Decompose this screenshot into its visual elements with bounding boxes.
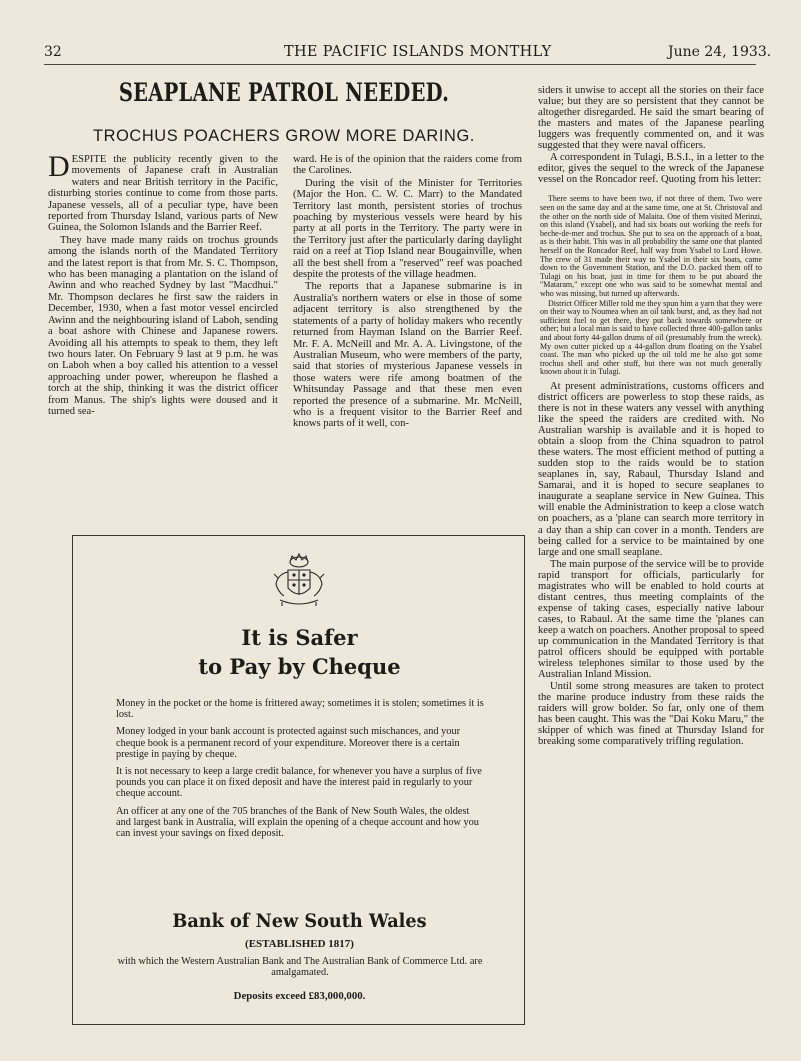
letter-paragraph: There seems to have been two, if not three of them. Two were seen on the same day and at the same time, one at St. Christoval and the other on the north side of Malaita. One of them visited Merinzi, on this island (Ysabel), and had six boats out working the reefs for beche-de-mer and trochus. She put to sea on the approach of a boat, as is their habit. This was in all probability the same one that planted herself on the Roncador Reef, half way from Ysabel to Lord Howe. The crew of 31 made their way to Ysabel in their six boats, came down to the Government Station, and the D.O. packed them off to Tulagi on his boat, just in time for them to be put aboard the "Mataram," except one who was said to be somewhat mental and who was missing, but turned up afterwards.	[540, 194, 762, 298]
deposits-note: Deposits exceed £83,000,000.	[233, 990, 366, 1002]
established-note: (ESTABLISHED 1817)	[245, 938, 354, 950]
ad-paragraph: It is not necessary to keep a large credit balance, for whenever you have a surplus of five pounds you can place it on fixed deposit and have the interest paid in regularly to your cheque account.	[116, 766, 482, 800]
bank-advertisement	[72, 535, 525, 1025]
ad-paragraph: Money lodged in your bank account is protected against such mischances, and your cheque book is a permanent record of your expenditure. Moreover there is a certain prestige in paying by cheque.	[116, 726, 460, 760]
page-number: 32	[44, 44, 62, 60]
ad-headline-line-1: It is Safer	[241, 625, 358, 650]
article-paragraph: The main purpose of the service will be to provide rapid transport for officials, particularly for magistrates who will be enabled to hold courts at distant centres, thus meeting complaints of the expense of taking cases, especially native labour cases, to Rabaul. At the same time the 'planes can keep a watch on poachers. Another proposal to speed up communication in the Mandated Territory is that patrol officers should be equipped with portable wireless telephones similar to those used by the Australian Inland Mission.	[538, 558, 764, 681]
article-paragraph: The reports that a Japanese submarine is in Australia's northern waters or else in those of some adjacent territory is also strengthened by the statements of a party of holiday makers who recently returned from Hayman Island on the Barrier Reef. Mr. F. A. McNeill and Mr. A. A. Livingstone, of the Australian Museum, who were members of the party, said that stories of mysterious Japanese vessels in those waters were rife among boatmen of the Whitsunday Passage and that these men even reported the presence of a submarine. Mr. McNeill, who is a frequent visitor to the Barrier Reef and knows parts of it well, con-	[293, 281, 522, 430]
article-paragraph: They have made many raids on trochus grounds among the islands north of the Mandated Territory and the latest report is that from Mr. S. C. Thompson, who has been managing a plantation on the island of Awinn and who reached Sydney by last "Macdhui." Mr. Thompson declares he first saw the raiders in December, 1930, when a fast motor vessel encircled Awinn and the neighbouring island of Laboh, sending a boat ashore with Chinese and Japanese rowers. Avoiding all his attempts to speak to them, they left two hours later. On February 9 last at 9 p.m. he was on Laboh when a boy called his attention to a vessel approaching under power, whereupon he flashed a torch at the ship, thinking it was the district officer from Manus. The ship's lights were doused and it turned sea-	[48, 234, 278, 417]
header-rule	[44, 64, 756, 65]
article-paragraph: DESPITE the publicity recently given to the movements of Japanese craft in Australian waters and near British territory in the Pacific, disturbing stories continue to come from those parts. Japanese vessels, all of a peculiar type, have been reported from Thursday Island, various parts of New Guinea, the Solomon Islands and the Barrier Reef.	[48, 150, 278, 234]
publication-title: THE PACIFIC ISLANDS MONTHLY	[284, 44, 552, 60]
letter-paragraph: District Officer Miller told me they spun him a yarn that they were on their way to Noumea when an oil tank burst, and, as they had not sufficient fuel to get there, they put back towards somewhere or other; but a local man is said to have collected three 400-gallon tanks and about forty 44-gallon drums of oil (presumably from the wreck). My own cutter picked up a 44-gallon drum floating on the Ysabel coast. The man who picked up the oil told me he also got some trochus shell and other stuff, but there was not much generally known about it in Tulagi.	[540, 298, 762, 377]
bank-name: Bank of New South Wales	[172, 910, 427, 932]
article-paragraph: Until some strong measures are taken to protect the marine produce industry from these raids the raiders will grow bolder. So far, only one of them has been caught. This was the "Dai Koku Maru," the skipper of which was fined at Thursday Island for breaking some comparatively trifling regulation.	[538, 681, 764, 748]
affiliation-note: with which the Western Australian Bank and The Australian Bank of Commerce Ltd. are amalgamated.	[117, 956, 483, 979]
quoted-letter	[538, 195, 764, 376]
article-paragraph: ward. He is of the opinion that the raiders come from the Carolines.	[293, 154, 522, 177]
sub-headline: TROCHUS POACHERS GROW MORE DARING.	[93, 127, 475, 145]
ad-body	[116, 698, 486, 845]
article-paragraph: siders it unwise to accept all the stories on their face value; but they are so persistent that they cannot be altogether disregarded. He said the smart bearing of the masters and mates of the Japanese pearling luggers was frequently commented on, and it was suggested that they were naval officers.	[538, 85, 764, 152]
article-paragraph: During the visit of the Minister for Territories (Major the Hon. C. W. C. Marr) to the Mandated Territory last month, persistent stories of trochus poaching by mysterious vessels were heard by his party at all ports in the Territory. The party were in the Territory just after the particularly daring daylight raid on a reef at Tiop Island near Bougainville, when all the best shell from a "reserved" reef was poached despite the protests of the village headmen.	[293, 177, 522, 281]
article-paragraph: A correspondent in Tulagi, B.S.I., in a letter to the editor, gives the sequel to the wreck of the Japanese vessel on the Roncador reef. Quoting from his letter:	[538, 152, 764, 186]
article-paragraph: At present administrations, customs officers and district officers are powerless to stop these raids, as there is not in these waters any vessel with anything like the speed the raiders are credited with. No Australian warship is available and it is hoped to obtain a sloop from the China squadron to patrol these waters. The most efficient method of putting a sudden stop to the raids would be to station seaplanes in, say, Rabaul, Thursday Island and Samarai, and it is hoped to secure seaplanes to inaugurate a seaplane service in New Guinea. This will enable the Administration to keep a close watch on poachers, as a 'plane can search more territory in a day than a ship can cover in a month. Tenders are being called for a service to be maintained by one large and one small seaplane.	[538, 380, 764, 558]
issue-date: June 24, 1933.	[668, 44, 772, 60]
article-column-3	[538, 85, 764, 747]
ad-headline-line-2: to Pay by Cheque	[198, 654, 401, 679]
article-column-2	[293, 154, 522, 430]
ad-paragraph: Money in the pocket or the home is frittered away; sometimes it is stolen; sometimes it is lost.	[116, 698, 484, 721]
main-headline: SEAPLANE PATROL NEEDED.	[118, 78, 450, 107]
article-column-1	[48, 150, 278, 417]
drop-cap: D	[48, 150, 70, 183]
coat-of-arms-icon	[268, 550, 330, 612]
ad-paragraph: An officer at any one of the 705 branches of the Bank of New South Wales, the oldest and largest bank in Australia, will explain the opening of a cheque account and how you can invest your savings on fixed deposit.	[116, 805, 479, 840]
